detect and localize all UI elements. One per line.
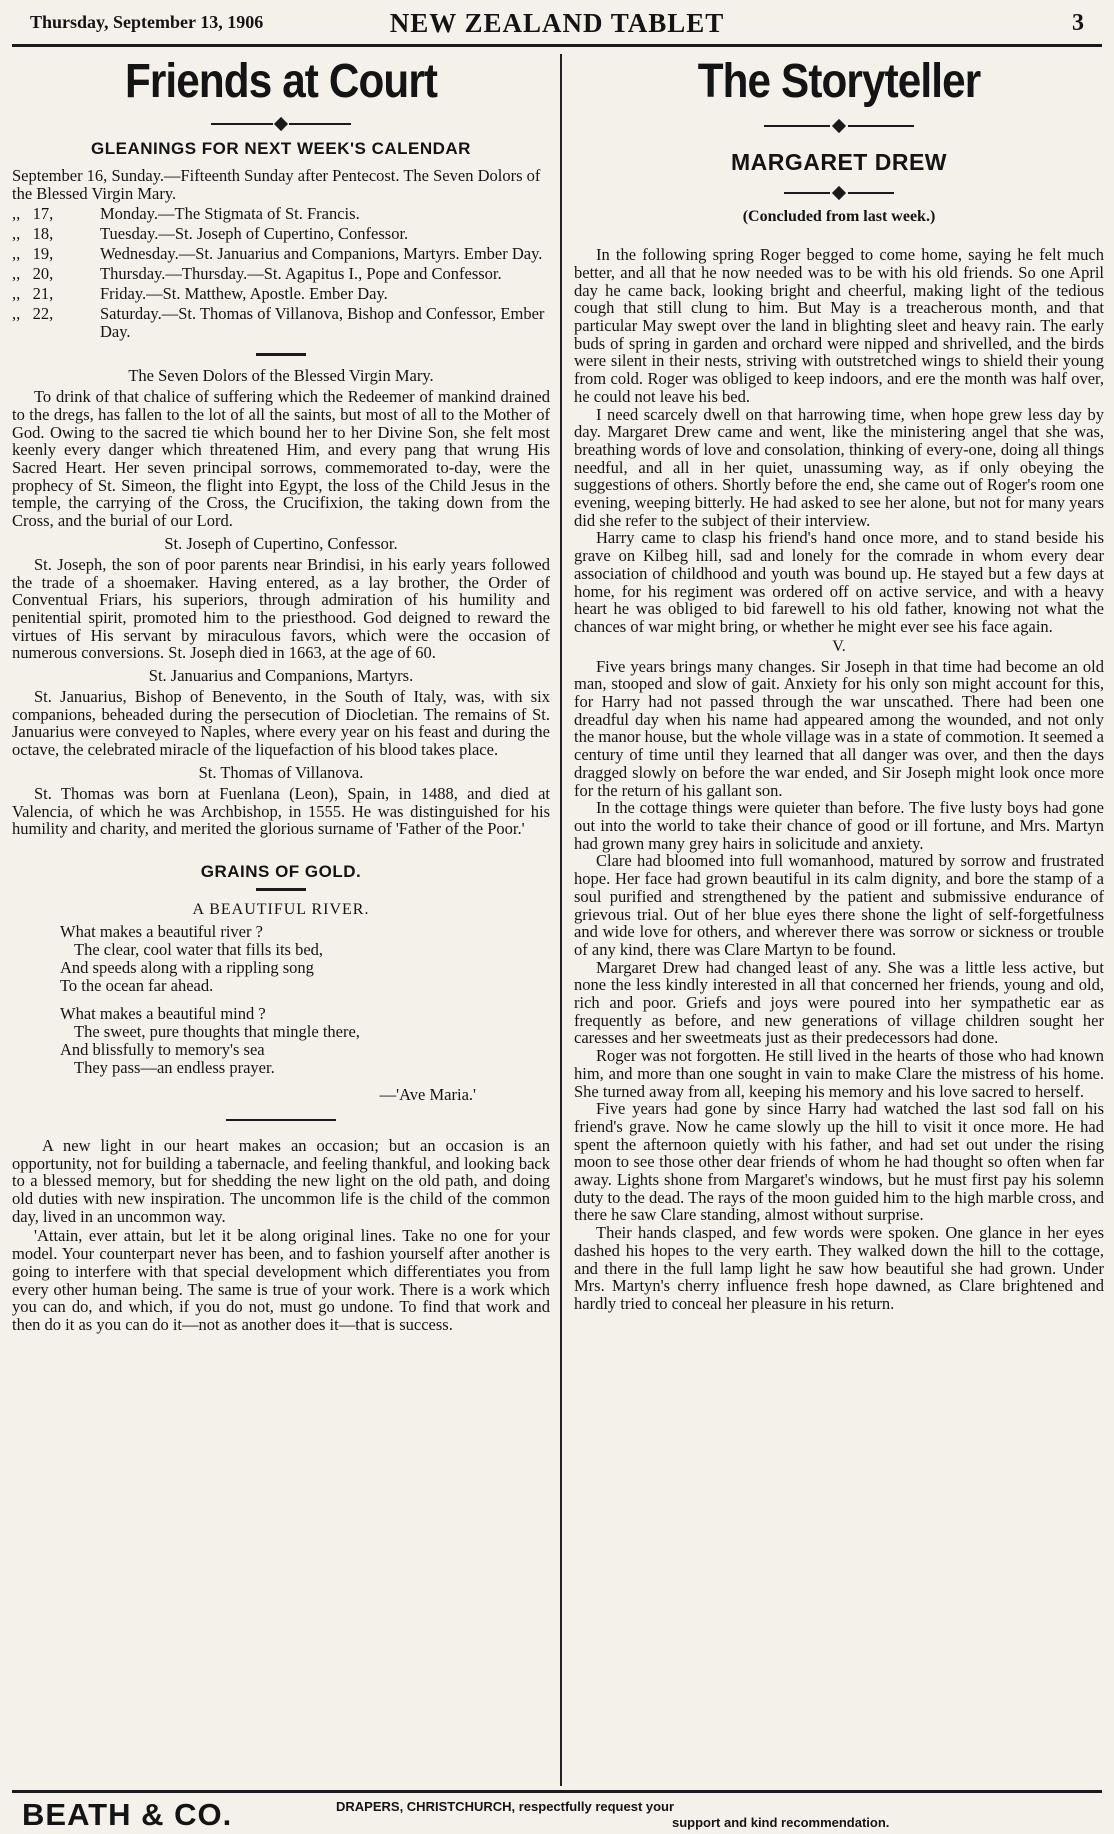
section-rule <box>256 353 306 356</box>
calendar-date: ,, 18, <box>12 224 54 244</box>
calendar-date: ,, 20, <box>12 264 54 284</box>
calendar-text: Thursday.—Thursday.—St. Agapitus I., Pope and Confessor. <box>100 264 502 284</box>
calendar-text: Saturday.—St. Thomas of Villanova, Bishop and Confessor, Ember Day. <box>100 304 545 342</box>
story-paragraph: Harry came to clasp his friend's hand once more, and to stand beside his grave on Kilbeg hill, sad and lonely for the comrade in whom every dear association of childhood and youth was bound up. He stayed but a few days at home, for his regiment was ordered off on active service, and with a heavy heart he was obliged to bid farewell to his old father, knowing not what the chances of war might bring, or whether he might ever see his face again. <box>574 528 1104 636</box>
calendar-date: ,, 22, <box>12 304 54 324</box>
article-paragraph: St. Thomas was born at Fuenlana (Leon), Spain, in 1488, and died at Valencia, of which he was Archbishop, in 1555. He was distinguished for his humility and charity, and merited the glorious surname of 'Father of the Poor.' <box>12 783 550 839</box>
calendar-text: Sunday.—Fifteenth Sunday after Pentecost. The Seven Dolors of the Blessed Virgin Mary. <box>12 166 541 204</box>
right-column <box>574 54 1104 1313</box>
poem-line: And blissfully to memory's sea <box>60 1039 265 1059</box>
grains-heading: GRAINS OF GOLD. <box>200 861 362 881</box>
left-column <box>12 54 550 1334</box>
calendar-list <box>12 167 550 341</box>
page-number: 3 <box>1072 10 1084 36</box>
calendar-entry <box>12 305 550 341</box>
advertisement-banner <box>12 1790 1102 1830</box>
friends-at-court-title: Friends at Court <box>124 55 438 108</box>
advertiser-name: BEATH & CO. <box>22 1797 233 1832</box>
calendar-date: ,, 19, <box>12 244 54 264</box>
masthead-rule <box>12 44 1102 47</box>
advert-line-1: DRAPERS, CHRISTCHURCH, respectfully request your <box>336 1799 675 1814</box>
poem-stanza <box>60 1005 550 1077</box>
story-paragraph: Margaret Drew had changed least of any. She was a little less active, but none the less kindly interested in all that concerned her friends, young and old, rich and poor. Griefs and joys were poured into her sympathetic ear as frequently as before, and new generations of village children sought her caresses and her sweetmeats just as their predecessors had done. <box>574 957 1104 1048</box>
story-paragraph: Their hands clasped, and few words were spoken. One glance in her eyes dashed his hopes to the very earth. They walked down the hill to the cottage, and there in the full lamp light he saw how beautiful she had grown. Under Mrs. Martyn's cherry influence fresh hope dawned, as Clare brightened and hardly tried to conceal her pleasure in his return. <box>574 1223 1104 1313</box>
chapter-marker: V. <box>832 637 846 655</box>
masthead <box>16 8 1098 44</box>
poem-stanza <box>60 923 550 995</box>
calendar-date: September 16, <box>12 166 108 186</box>
advertiser-tagline <box>336 1799 889 1831</box>
poem <box>12 923 550 1077</box>
calendar-text: Monday.—The Stigmata of St. Francis. <box>100 204 360 224</box>
calendar-date: ,, 21, <box>12 284 54 304</box>
article-paragraph: To drink of that chalice of suffering which the Redeemer of mankind drained to the dregs, has fallen to the lot of all the saints, but most of all to the Mother of God. Owing to the sacred tie which bound her to her Divine Son, she felt most keenly every danger which threatened Him, and every pang that wrung His Sacred Heart. Her seven principal sorrows, commemorated to-day, were the prophecy of St. Simeon, the flight into Egypt, the loss of the Child Jesus in the temple, the carrying of the Cross, the Crucifixion, the taking down from the Cross, and the burial of our Lord. <box>12 387 550 531</box>
story-title: MARGARET DREW <box>730 149 948 176</box>
calendar-text: Tuesday.—St. Joseph of Cupertino, Confessor. <box>100 224 409 244</box>
poem-line: To the ocean far ahead. <box>60 975 214 995</box>
story-paragraph: In the following spring Roger begged to come home, saying he felt much better, and all that he now needed was to be with his old friends. So one April day he came back, looking bright and cheerful, making light of the tedious cough that still clung to him. But May is a treacherous month, and that particular May swept over the land in blighting sleet and heavy rain. The early buds of spring in garden and orchard were nipped and shrivelled, and the birds were silent in their nests, striving with outstretched wings to shield their young from cold. Roger was obliged to keep indoors, and ere the month was half over, he could not leave his bed. <box>574 245 1104 406</box>
story-paragraph: I need scarcely dwell on that harrowing time, when hope grew less day by day. Margaret Drew came and went, like the ministering angel that she was, breathing words of love and consolation, thinking of every-one, doing all things needful, and all in her quiet, unassuming way, as if only obeying the suggestions of others. Shortly before the end, she came out of Roger's room one evening, weeping bitterly. He had asked to see her alone, but not for many years did she refer to the subject of their interview. <box>574 404 1104 530</box>
section-rule <box>226 1119 336 1121</box>
story-paragraph: Clare had bloomed into full womanhood, matured by sorrow and frustrated hope. Her face had grown beautiful in its calm dignity, and bore the stamp of a soul purified and strengthened by the patient and submissive endurance of grievous trial. Out of her blue eyes there shone the light of self-forgetfulness and wide love for others, and wherever there was sorrow or sickness or trouble of any kind, there was Clare Martyn to be found. <box>574 851 1104 959</box>
saint-heading: St. Thomas of Villanova. <box>198 762 364 782</box>
poem-line: What makes a beautiful mind ? <box>60 1003 266 1023</box>
story-paragraph: Roger was not forgotten. He still lived in the hearts of those who had known him, and more than one sought in vain to make Clare the mistress of his home. She turned away from all, keeping his memory and his love sacred to herself. <box>574 1046 1104 1101</box>
calendar-entry <box>12 285 550 303</box>
calendar-entry <box>12 205 550 223</box>
calendar-text: Friday.—St. Matthew, Apostle. Ember Day. <box>100 284 388 304</box>
calendar-date: ,, 17, <box>12 204 54 224</box>
ornament-divider <box>211 117 351 131</box>
poem-line: They pass—an endless prayer. <box>74 1057 275 1077</box>
calendar-heading: GLEANINGS FOR NEXT WEEK'S CALENDAR <box>91 139 471 159</box>
concluded-note: (Concluded from last week.) <box>742 208 936 226</box>
poem-attribution: —'Ave Maria.' <box>379 1084 476 1104</box>
story-paragraph: In the cottage things were quieter than before. The five lusty boys had gone out into the world to take their chance of good or ill fortune, and Mrs. Martyn had grown many grey hairs in solicitude and anxiety. <box>574 798 1104 853</box>
newspaper-title: NEW ZEALAND TABLET <box>389 8 725 38</box>
column-divider <box>560 54 562 1786</box>
saint-heading: St. Januarius and Companions, Martyrs. <box>148 666 414 686</box>
poem-line: The sweet, pure thoughts that mingle there, <box>74 1021 360 1041</box>
section-rule <box>256 888 306 891</box>
poem-line: What makes a beautiful river ? <box>60 921 263 941</box>
calendar-entry <box>12 245 550 263</box>
poem-line: And speeds along with a rippling song <box>60 957 314 977</box>
ornament-divider <box>784 186 894 200</box>
issue-date: Thursday, September 13, 1906 <box>30 12 264 32</box>
ornament-divider <box>764 119 914 133</box>
calendar-entry <box>12 167 550 203</box>
saint-heading: The Seven Dolors of the Blessed Virgin Mary. <box>128 366 434 386</box>
article-paragraph: 'Attain, ever attain, but let it be along original lines. Take no one for your model. Your counterpart never has been, and to fashion yourself after another is going to interfere with that special development which differentiates you from every other human being. The same is true of your work. There is a work which you can do, and which, if you do not, must go undone. To find that work and then do it as you can do it—not as another does it—that is success. <box>12 1226 550 1334</box>
storyteller-title: The Storyteller <box>697 55 981 108</box>
saint-heading: St. Joseph of Cupertino, Confessor. <box>164 533 398 553</box>
calendar-entry <box>12 225 550 243</box>
calendar-entry <box>12 265 550 283</box>
story-paragraph: Five years brings many changes. Sir Joseph in that time had become an old man, stooped and slow of gait. Anxiety for his only son might account for this, for Harry had not passed through the war unscathed. There had been one dreadful day when his name had appeared among the wounded, and not only the manor house, but the whole village was in a state of commotion. It seemed a century of time until they learned that all danger was over, and then the days dragged slowly on before the war ended, and Sir Joseph might look once more for the return of his gallant son. <box>574 656 1104 800</box>
story-paragraph: Five years had gone by since Harry had watched the last sod fall on his friend's grave. Now he came slowly up the hill to visit it once more. He had spent the afternoon quietly with his father, and had set out under the rising moon to see those other dear friends of whom he had thought so often when far away. Lights shone from Margaret's windows, but he must first pay his solemn duty to the dead. The rays of the moon guided him to the high marble cross, and there he saw Clare standing, almost without surprise. <box>574 1099 1104 1225</box>
article-paragraph: St. Januarius, Bishop of Benevento, in the South of Italy, was, with six companions, beheaded during the persecution of Diocletian. The remains of St. Januarius were conveyed to Naples, where every year on his feast and during the octave, the celebrated miracle of the liquefaction of his blood takes place. <box>12 687 550 760</box>
article-paragraph: St. Joseph, the son of poor parents near Brindisi, in his early years followed the trade of a shoemaker. Having entered, as a lay brother, the Order of Conventual Friars, his superiors, through admiration of his humility and penitential spirit, promoted him to the priesthood. God deigned to reward the virtues of His servant by miraculous favors, which were the occasion of numerous conversions. St. Joseph died in 1663, at the age of 60. <box>12 554 550 663</box>
poem-title: A BEAUTIFUL RIVER. <box>192 900 370 918</box>
article-paragraph: A new light in our heart makes an occasion; but an occasion is an opportunity, not for building a tabernacle, and feeling thankful, and looking back to a blessed memory, but for shedding the new light on the old path, and doing old duties with new inspiration. The uncommon life is the child of the common day, lived in an uncommon way. <box>12 1135 550 1226</box>
poem-line: The clear, cool water that fills its bed, <box>74 939 324 959</box>
calendar-text: Wednesday.—St. Januarius and Companions, Martyrs. Ember Day. <box>100 244 543 264</box>
advert-line-2: support and kind recommendation. <box>672 1815 890 1830</box>
